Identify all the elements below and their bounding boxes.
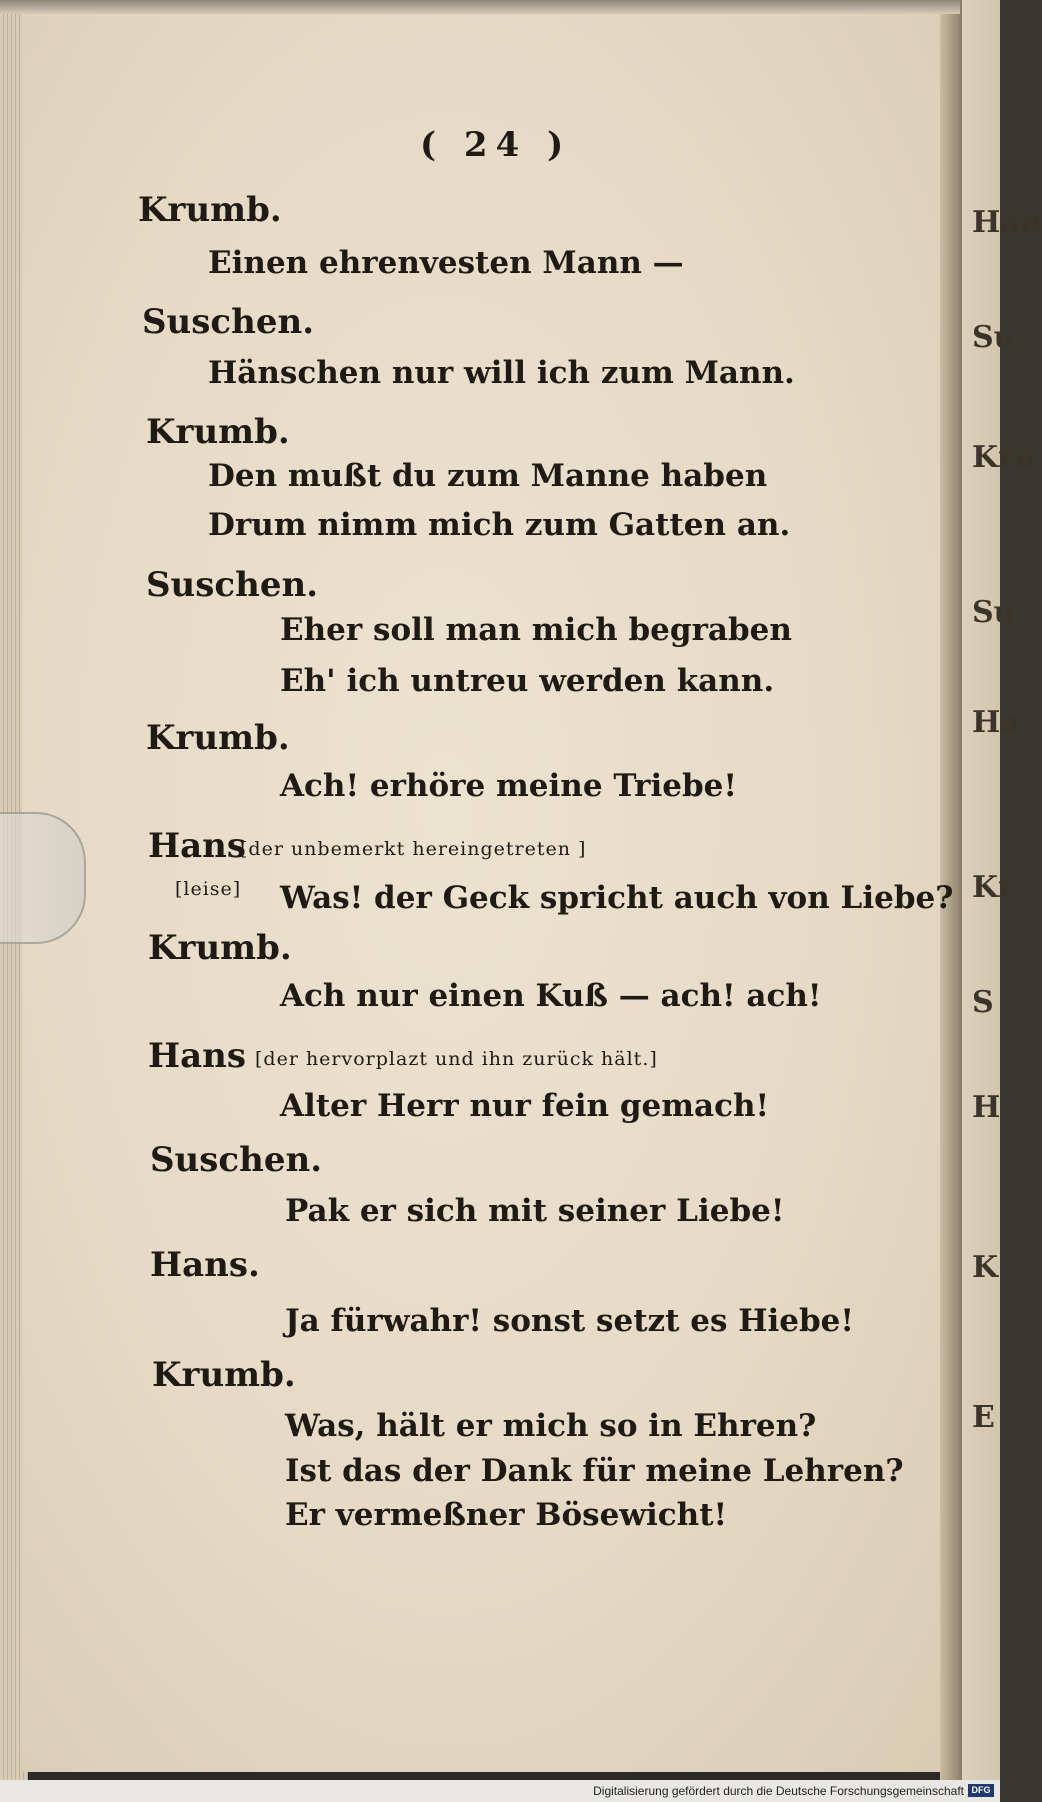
speaker-name: Krumb. <box>146 412 290 452</box>
verse-line: Ach! erhöre meine Triebe! <box>280 768 737 804</box>
next-page-fragment: Kru <box>972 440 1036 475</box>
next-page-fragment: K <box>972 1250 999 1285</box>
digitization-footer <box>0 1780 1000 1802</box>
next-page-fragment: Su <box>972 320 1016 355</box>
next-page-fragment: H <box>972 1090 1001 1125</box>
verse-line: Ach nur einen Kuß — ach! ach! <box>280 978 822 1014</box>
next-page-fragment: Su <box>972 595 1016 630</box>
verse-line: Ist das der Dank für meine Lehren? <box>285 1453 904 1489</box>
next-page-fragment: S <box>972 985 994 1020</box>
footer-credit: Digitalisierung gefördert durch die Deutsche Forschungsgemeinschaft <box>593 1784 964 1798</box>
next-page-fragment: Ha <box>972 705 1020 740</box>
verse-line: Alter Herr nur fein gemach! <box>280 1088 770 1124</box>
speaker-name: Hans <box>148 1036 247 1076</box>
speaker-name: Hans <box>148 826 247 866</box>
speaker-name: Krumb. <box>148 928 292 968</box>
verse-line: Hänschen nur will ich zum Mann. <box>208 355 795 391</box>
verse-line: Einen ehrenvesten Mann — <box>208 245 684 281</box>
next-page-fragment: Kr <box>972 870 1014 905</box>
speaker-name: Hans. <box>150 1245 260 1285</box>
speaker-name: Krumb. <box>146 718 290 758</box>
verse-line: Was, hält er mich so in Ehren? <box>285 1408 817 1444</box>
verse-line: Eher soll man mich begraben <box>280 612 792 648</box>
speaker-name: Krumb. <box>152 1355 296 1395</box>
verse-line: Drum nimm mich zum Gatten an. <box>208 507 791 543</box>
speaker-name: Suschen. <box>146 565 319 605</box>
next-page-fragment: Han <box>972 205 1042 240</box>
speaker-name: Krumb. <box>138 190 282 230</box>
stage-direction: [leise] <box>175 878 242 900</box>
verse-line: Er vermeßner Bösewicht! <box>285 1497 728 1533</box>
speaker-name: Suschen. <box>150 1140 323 1180</box>
next-page-fragment: E <box>972 1400 995 1435</box>
dfg-logo: DFG <box>968 1784 994 1797</box>
stage-direction: [der unbemerkt hereingetreten ] <box>240 838 587 860</box>
stage-direction: [der hervorplazt und ihn zurück hält.] <box>255 1048 658 1070</box>
verse-line: Den mußt du zum Manne haben <box>208 458 768 494</box>
page-number: ( 24 ) <box>420 125 572 165</box>
speaker-name: Suschen. <box>142 302 315 342</box>
verse-line: Was! der Geck spricht auch von Liebe? <box>280 880 954 916</box>
verse-line: Pak er sich mit seiner Liebe! <box>285 1193 785 1229</box>
verse-line: Ja fürwahr! sonst setzt es Hiebe! <box>285 1303 855 1339</box>
verse-line: Eh' ich untreu werden kann. <box>280 663 775 699</box>
